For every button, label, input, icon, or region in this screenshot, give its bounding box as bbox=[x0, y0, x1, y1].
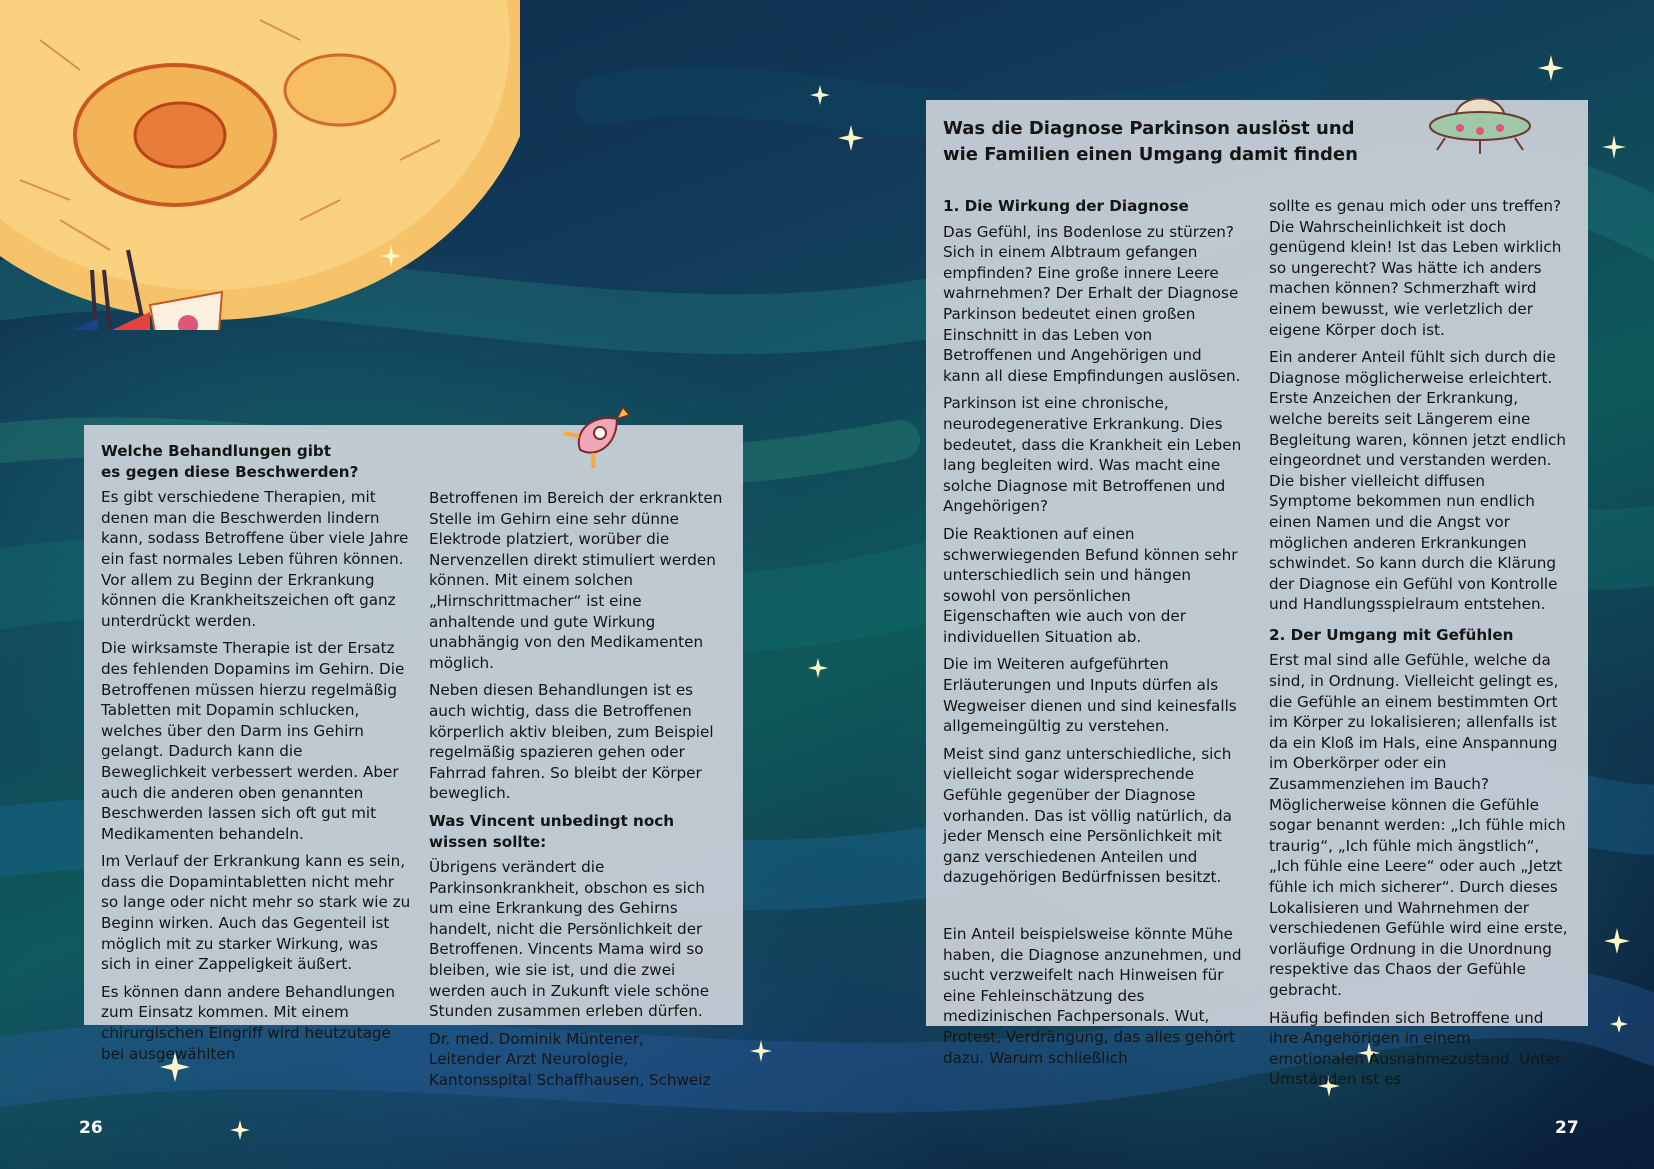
planet-illustration bbox=[0, 0, 520, 330]
paragraph: Neben diesen Behandlungen ist es auch wichtig, dass die Betroffenen körperlich aktiv bleiben, zum Beispiel regelmäßig spazieren gehen oder Fahrrad fahren. So bleibt der Körper beweglich. bbox=[429, 681, 714, 803]
paragraph: Meist sind ganz unterschiedliche, sich vielleicht sogar widersprechende Gefühle gegenüber der Diagnose vorhanden. Das ist völlig natürlich, da jeder Mensch eine Persönlichkeit mit ganz verschiedenen Anteilen und dazugehörigen Bedürfnissen besitzt. bbox=[943, 744, 1232, 887]
paragraph: Parkinson ist eine chronische, neurodegenerative Erkrankung. Dies bedeutet, dass die Krankheit ein Leben lang begleiten wird. Was macht eine solche Diagnose mit Betroffenen und Angehörigen? bbox=[943, 394, 1242, 516]
paragraph: Übrigens verändert die Parkinsonkrankheit, obschon es sich um eine Erkrankung des Gehirns handelt, nicht die Persönlichkeit der Betroffenen. Vincents Mama wird so bleiben, wie sie ist, und die zwei werden auch in Zukunft viele schöne Stunden zusammen erleben dürfen. bbox=[429, 858, 710, 1021]
paragraph: Es können dann andere Behandlungen zum Einsatz kommen. Mit einem chirurgischen Eingriff wird heutzutage bei ausgewählten bbox=[101, 982, 395, 1063]
page-title: Was die Diagnose Parkinson auslöst und wie Familien einen Umgang damit finden bbox=[943, 118, 1358, 165]
left-text-panel bbox=[84, 425, 743, 1090]
star-icon bbox=[838, 125, 864, 151]
paragraph: Die wirksamste Therapie ist der Ersatz des fehlenden Dopamins im Gehirn. Die Betroffenen müssen hierzu regelmäßig Tabletten mit Dopamin schlucken, welches über den Darm ins Gehirn gelangt. Dadurch kann die Beweglichkeit verbessert werden. Aber auch die anderen oben genannten Beschwerden lassen sich oft gut mit Medikamenten behandeln. bbox=[101, 639, 405, 843]
star-icon bbox=[230, 1120, 250, 1140]
section-heading: 2. Der Umgang mit Gefühlen bbox=[1269, 625, 1514, 644]
star-icon bbox=[1538, 55, 1564, 81]
star-icon bbox=[1610, 1015, 1628, 1033]
page-number-right: 27 bbox=[1555, 1118, 1579, 1138]
rocket-icon bbox=[560, 398, 640, 468]
right-column-1 bbox=[943, 196, 1243, 1075]
left-column-2 bbox=[429, 488, 727, 1098]
left-heading: Welche Behandlungen gibt es gegen diese Beschwerden? bbox=[101, 442, 359, 481]
left-subheading: Was Vincent unbedingt noch wissen sollte: bbox=[429, 811, 675, 851]
right-text-panel bbox=[926, 100, 1588, 1089]
ufo-icon bbox=[1425, 80, 1535, 160]
star-icon bbox=[380, 245, 402, 267]
star-icon bbox=[1602, 135, 1626, 159]
paragraph: Die Reaktionen auf einen schwerwiegenden Befund können sehr unterschiedlich sein und hängen sowohl von persönlichen Eigenschaften wie auch von der individuellen Situation ab. bbox=[943, 524, 1238, 646]
star-icon bbox=[1604, 928, 1630, 954]
paragraph: Erst mal sind alle Gefühle, welche da sind, in Ordnung. Vielleicht gelingt es, die Gefühle an einem bestimmten Ort im Körper zu lokalisieren; allenfalls ist da ein Kloß im Hals, eine Anspannung im Oberkörper oder ein Zusammenziehen im Bauch? Möglicherweise können die Gefühle sogar benannt werden: „Ich fühle mich traurig“, „Ich fühle mich ängstlich“, „Ich fühle eine Leere“ oder auch „Jetzt fühle ich mich sicherer“. Durch dieses Lokalisieren und Wahrnehmen der verschiedenen Gefühle wird eine erste, vorläufige Ordnung in die Unordnung respektive das Chaos der Gefühle gebracht. bbox=[1269, 651, 1568, 999]
paragraph: Die im Weiteren aufgeführten Erläuterungen und Inputs dürfen als Wegweiser dienen und sind keinesfalls allgemeingültig zu verstehen. bbox=[943, 655, 1237, 736]
left-column-1 bbox=[101, 441, 411, 1071]
paragraph: Betroffenen im Bereich der erkrankten Stelle im Gehirn eine sehr dünne Elektrode platziert, worüber die Nervenzellen direkt stimuliert werden können. Mit einem solchen „Hirnschrittmacher“ ist eine anhaltende und gute Wirkung unabhängig von den Medikamenten möglich. bbox=[429, 489, 723, 672]
right-column-2 bbox=[1269, 196, 1569, 1097]
paragraph: Es gibt verschiedene Therapien, mit denen man die Beschwerden lindern kann, sodass Betroffene über viele Jahre ein fast normales Leben führen können. Vor allem zu Beginn der Erkrankung können die Krankheitszeichen oft ganz unterdrückt werden. bbox=[101, 488, 409, 630]
paragraph: Im Verlauf der Erkrankung kann es sein, dass die Dopamintabletten nicht mehr so lange oder nicht mehr so stark wie zu Beginn wirken. Auch das Gegenteil ist möglich mit zu starker Wirkung, was sich in einer Zappeligkeit äußert. bbox=[101, 852, 411, 974]
paragraph: Häufig befinden sich Betroffene und ihre Angehörigen in einem emotionalen Ausnahmezustand. Unter Umständen ist es bbox=[1269, 1008, 1562, 1089]
signature: Dr. med. Dominik Müntener, Leitender Arzt Neurologie, Kantonsspital Schaffhausen, Schweiz bbox=[429, 1029, 711, 1090]
paragraph: Ein Anteil beispielsweise könnte Mühe haben, die Diagnose anzunehmen, und sucht verzweifelt nach Hinweisen für eine Fehleinschätzung des medizinischen Fachpersonals. Wut, Protest, Verdrängung, das alles gehört dazu. Warum schließlich bbox=[943, 925, 1242, 1067]
section-heading: 1. Die Wirkung der Diagnose bbox=[943, 197, 1189, 215]
star-icon bbox=[750, 1040, 772, 1062]
paragraph: Das Gefühl, ins Bodenlose zu stürzen? Sich in einem Albtraum gefangen empfinden? Eine große innere Leere wahrnehmen? Der Erhalt der Diagnose Parkinson bedeutet einen großen Einschnitt in das Leben von Betroffenen und Angehörigen und kann all diese Empfindungen auslösen. bbox=[943, 222, 1241, 385]
paragraph: sollte es genau mich oder uns treffen? Die Wahrscheinlichkeit ist doch genügend klein! Ist das Leben wirklich so ungerecht? Was hätte ich anders machen können? Schmerzhaft wird einem bewusst, wie verletzlich der eigene Körper doch ist. bbox=[1269, 197, 1562, 339]
star-icon bbox=[810, 85, 830, 105]
paragraph: Ein anderer Anteil fühlt sich durch die Diagnose möglicherweise erleichtert. Erste Anzeichen der Erkrankung, welche bereits seit Längerem eine Begleitung waren, können jetzt endlich eingeordnet und verstanden werden. Die bisher vielleicht diffusen Symptome bekommen nun endlich einen Namen und die Angst vor möglichen anderen Erkrankungen schwindet. So kann durch die Klärung der Diagnose ein Gefühl von Kontrolle und Handlungsspielraum entstehen. bbox=[1269, 348, 1567, 614]
page-number-left: 26 bbox=[79, 1118, 103, 1138]
star-icon bbox=[808, 658, 828, 678]
